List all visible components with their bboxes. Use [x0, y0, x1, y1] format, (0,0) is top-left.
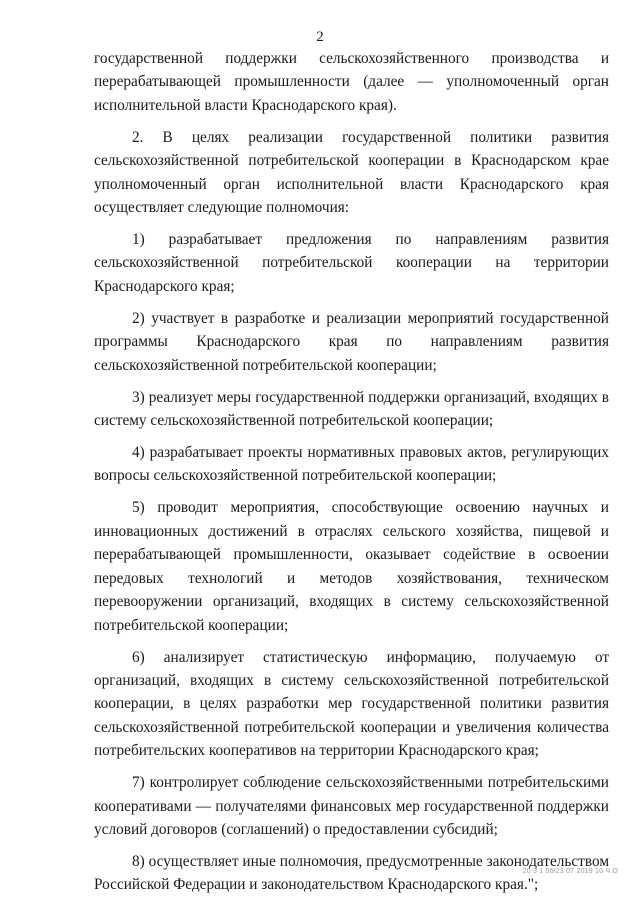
list-item-1: 1) разрабатывает предложения по направлениям развития сельскохозяйственной потребительской кооперации на территории Краснодарского края;: [94, 231, 609, 295]
footer-file-stamp: 20 3 1 06/23 07 2019 10 Ч.О: [522, 868, 618, 875]
list-item-2: 2) участвует в разработке и реализации мероприятий государственной программы Краснодарского края по направлениям развития сельскохозяйственной потребительской кооперации;: [94, 309, 609, 374]
paragraph-clause-2: 2. В целях реализации государственной политики развития сельскохозяйственной потребительской кооперации в Краснодарском крае уполномоченный орган исполнительной власти Краснодарского края осуществляет следующие полномочия:: [94, 128, 609, 217]
paragraph-continuation: государственной поддержки сельскохозяйственного производства и перерабатывающей промышленности (далее — уполномоченный орган исполнительной власти Краснодарского края).: [94, 50, 609, 114]
list-item-8: 8) осуществляет иные полномочия, предусмотренные законодательством Российской Федерации и законодательством Краснодарского края.";: [94, 852, 609, 894]
document-body: [94, 47, 609, 905]
list-item-6: 6) анализирует статистическую информацию, получаемую от организаций, входящих в систему сельскохозяйственной потребительской кооперации, в целях разработки мер государственной политики развития сельскохозяйственной потребительской кооперации и увеличения количества потребительских кооперативов на территории Краснодарского края;: [94, 648, 609, 760]
list-item-3: 3) реализует меры государственной поддержки организаций, входящих в систему сельскохозяйственной потребительской кооперации;: [94, 388, 609, 430]
list-item-7: 7) контролирует соблюдение сельскохозяйственными потребительскими кооперативами — получателями финансовых мер государственной поддержки условий договоров (соглашений) о предоставлении субсидий;: [94, 774, 609, 838]
list-item-4: 4) разрабатывает проекты нормативных правовых актов, регулирующих вопросы сельскохозяйственной потребительской кооперации;: [94, 444, 609, 485]
list-item-5: 5) проводит мероприятия, способствующие освоению научных и инновационных достижений в отраслях сельского хозяйства, пищевой и перерабатывающей промышленности, оказывает содействие в освоении передовых технологий и методов хозяйствования, техническом перевооружении организаций, входящих в систему сельскохозяйственной потребительской кооперации;: [94, 499, 609, 634]
page-number: 2: [316, 29, 324, 45]
